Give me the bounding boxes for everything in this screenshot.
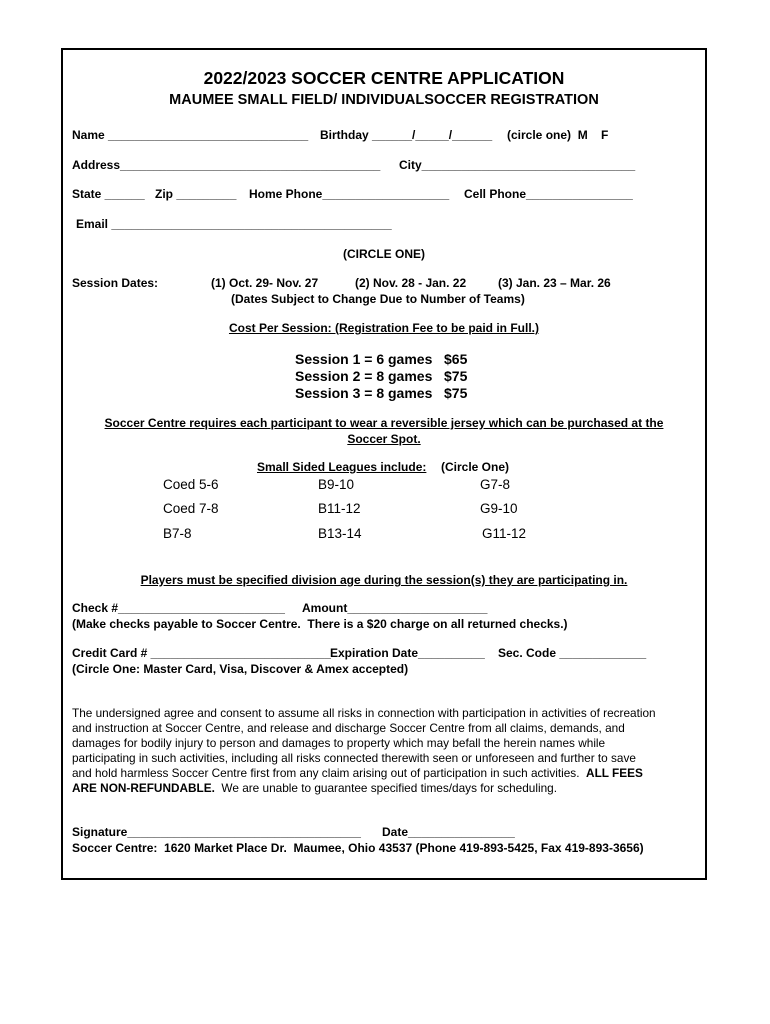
league-b7-8[interactable]: B7-8 bbox=[163, 526, 192, 541]
waiver-line-3: damages for bodily injury to person and damages to property which may befall the herein names while bbox=[72, 736, 606, 750]
session-price-2: Session 2 = 8 games $75 bbox=[295, 368, 468, 384]
waiver-line-5-text: and hold harmless Soccer Centre first from any claim arising out of participation in such activities. bbox=[72, 766, 587, 780]
session-price-3: Session 3 = 8 games $75 bbox=[295, 385, 468, 401]
leagues-heading: Small Sided Leagues include: bbox=[257, 460, 427, 474]
city-field[interactable]: City________________________________ bbox=[399, 158, 636, 172]
session-option-3[interactable]: (3) Jan. 23 – Mar. 26 bbox=[498, 276, 611, 290]
zip-field[interactable]: Zip _________ bbox=[155, 187, 237, 201]
league-b11-12[interactable]: B11-12 bbox=[318, 501, 361, 516]
expiration-date-field[interactable]: Expiration Date__________ bbox=[330, 646, 485, 660]
league-b9-10[interactable]: B9-10 bbox=[318, 477, 355, 492]
check-number-field[interactable]: Check #_________________________ bbox=[72, 601, 285, 615]
cell-phone-field[interactable]: Cell Phone________________ bbox=[464, 187, 633, 201]
session-option-1[interactable]: (1) Oct. 29- Nov. 27 bbox=[211, 276, 319, 290]
signature-field[interactable]: Signature___________________________________ bbox=[72, 825, 361, 839]
league-coed-5-6[interactable]: Coed 5-6 bbox=[163, 477, 219, 492]
form-subtitle: MAUMEE SMALL FIELD/ INDIVIDUALSOCCER REGISTRATION bbox=[169, 92, 599, 108]
jersey-notice-line1: Soccer Centre requires each participant to wear a reversible jersey which can be purchased at the bbox=[104, 416, 664, 430]
email-field[interactable]: Email __________________________________________ bbox=[76, 217, 392, 231]
session-option-2[interactable]: (2) Nov. 28 - Jan. 22 bbox=[355, 276, 467, 290]
circle-one-label: (CIRCLE ONE) bbox=[343, 247, 425, 261]
sec-code-field[interactable]: Sec. Code _____________ bbox=[498, 646, 647, 660]
league-g7-8[interactable]: G7-8 bbox=[480, 477, 511, 492]
session-dates-note: (Dates Subject to Change Due to Number of Teams) bbox=[231, 292, 525, 306]
waiver-line-1: The undersigned agree and consent to assume all risks in connection with participation in activities of recreation bbox=[72, 706, 656, 720]
state-field[interactable]: State ______ bbox=[72, 187, 145, 201]
card-note: (Circle One: Master Card, Visa, Discover & Amex accepted) bbox=[72, 662, 409, 676]
waiver-line-6-text: We are unable to guarantee specified times/days for scheduling. bbox=[214, 781, 557, 795]
name-field[interactable]: Name ______________________________ bbox=[72, 128, 309, 142]
waiver-line-4: participating in such activities, including all risks connected therewith seen or unforeseen and further to save bbox=[72, 751, 636, 765]
league-g9-10[interactable]: G9-10 bbox=[480, 501, 518, 516]
credit-card-field[interactable]: Credit Card # ___________________________ bbox=[72, 646, 331, 660]
check-note: (Make checks payable to Soccer Centre. There is a $20 charge on all returned checks.) bbox=[72, 617, 568, 631]
gender-select[interactable]: (circle one) M F bbox=[507, 128, 609, 142]
address-field[interactable]: Address_______________________________________ bbox=[72, 158, 381, 172]
birthday-field[interactable]: Birthday ______/_____/______ bbox=[320, 128, 493, 142]
waiver-fees-bold: ALL FEES bbox=[586, 766, 643, 780]
session-price-1: Session 1 = 6 games $65 bbox=[295, 351, 468, 367]
league-b13-14[interactable]: B13-14 bbox=[318, 526, 362, 541]
jersey-notice-line2: Soccer Spot. bbox=[347, 432, 421, 446]
session-dates-label: Session Dates: bbox=[72, 276, 159, 290]
cost-heading: Cost Per Session: (Registration Fee to be paid in Full.) bbox=[228, 321, 540, 335]
leagues-circle-label: (Circle One) bbox=[441, 460, 510, 474]
waiver-line-5 bbox=[72, 766, 643, 781]
waiver-line-6 bbox=[72, 781, 557, 796]
division-notice: Players must be specified division age during the session(s) they are participating in. bbox=[140, 573, 628, 587]
form-title: 2022/2023 SOCCER CENTRE APPLICATION bbox=[203, 68, 565, 88]
waiver-nonrefundable-bold: ARE NON-REFUNDABLE. bbox=[72, 781, 215, 795]
league-coed-7-8[interactable]: Coed 7-8 bbox=[163, 501, 219, 516]
waiver-line-2: and instruction at Soccer Centre, and release and discharge Soccer Centre from all claims, demands, and bbox=[72, 721, 625, 735]
date-field[interactable]: Date________________ bbox=[382, 825, 515, 839]
league-g11-12[interactable]: G11-12 bbox=[482, 526, 527, 541]
home-phone-field[interactable]: Home Phone___________________ bbox=[249, 187, 450, 201]
footer-address: Soccer Centre: 1620 Market Place Dr. Maumee, Ohio 43537 (Phone 419-893-5425, Fax 419-893-3656) bbox=[72, 841, 644, 855]
amount-field[interactable]: Amount_____________________ bbox=[302, 601, 488, 615]
